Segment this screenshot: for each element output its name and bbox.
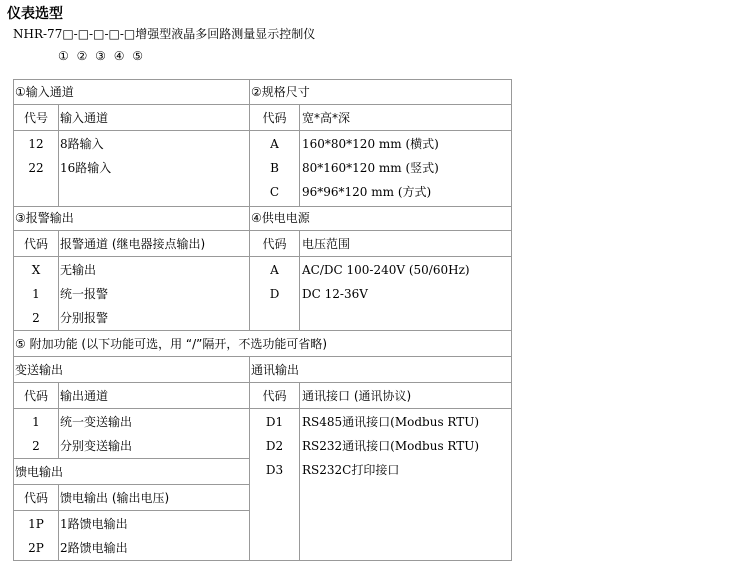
row-code: 22 — [28, 161, 44, 175]
row-divider — [13, 256, 512, 257]
row-code: 2 — [32, 439, 40, 453]
row-desc: 16路输入 — [60, 161, 112, 175]
row-desc: 无输出 — [60, 263, 97, 277]
row-code: A — [270, 137, 279, 151]
row-code: X — [31, 263, 41, 277]
row-code: 1 — [32, 415, 40, 429]
row-desc: 96*96*120 mm (方式) — [302, 185, 432, 199]
header-desc: 报警通道 (继电器接点输出) — [60, 237, 206, 251]
row-desc: 160*80*120 mm (横式) — [302, 137, 439, 151]
row-code: 2 — [32, 311, 40, 325]
column-divider — [58, 382, 59, 458]
section-title-input: ①输入通道 — [15, 85, 74, 99]
header-code: 代码 — [262, 111, 287, 125]
row-desc: 1路馈电输出 — [60, 517, 128, 531]
row-divider — [13, 330, 512, 331]
column-divider — [249, 356, 250, 561]
row-divider — [13, 130, 512, 131]
column-divider — [58, 230, 59, 330]
row-desc: 2路馈电输出 — [60, 541, 128, 555]
row-desc: 80*160*120 mm (竖式) — [302, 161, 439, 175]
column-divider — [299, 230, 300, 330]
row-divider — [13, 356, 512, 357]
column-divider — [299, 382, 300, 561]
header-code: 代号 — [23, 111, 48, 125]
header-desc: 通讯接口 (通讯协议) — [302, 389, 412, 403]
model-code-line: NHR-77□-□-□-□-□增强型液晶多回路测量显示控制仪 — [13, 27, 316, 41]
row-code: D — [269, 287, 280, 301]
row-divider — [13, 510, 249, 511]
row-code: D3 — [265, 463, 284, 477]
header-code: 代码 — [23, 237, 48, 251]
section-title-extra: ⑤ 附加功能 (以下功能可选，用 “/”隔开，不选功能可省略) — [15, 337, 328, 351]
header-code: 代码 — [262, 389, 287, 403]
position-markers: ① ② ③ ④ ⑤ — [58, 49, 146, 63]
row-divider — [13, 230, 512, 231]
row-code: 2P — [28, 541, 44, 555]
section-title-transmit: 变送输出 — [15, 363, 64, 377]
row-divider — [13, 408, 512, 409]
row-divider — [13, 484, 249, 485]
page-title: 仪表选型 — [7, 6, 63, 22]
row-desc: 分别报警 — [60, 311, 109, 325]
section-title-alarm: ③报警输出 — [15, 211, 74, 225]
header-desc: 输入通道 — [60, 111, 109, 125]
column-divider — [58, 484, 59, 561]
header-code: 代码 — [23, 389, 48, 403]
row-code: C — [269, 185, 280, 199]
section-title-comm: 通讯输出 — [251, 363, 300, 377]
row-desc: AC/DC 100-240V (50/60Hz) — [302, 263, 470, 277]
row-desc: 统一报警 — [60, 287, 109, 301]
row-code: A — [270, 263, 279, 277]
header-desc: 馈电输出 (输出电压) — [60, 491, 170, 505]
header-desc: 电压范围 — [302, 237, 351, 251]
section-title-size: ②规格尺寸 — [251, 85, 310, 99]
header-code: 代码 — [262, 237, 287, 251]
header-code: 代码 — [23, 491, 48, 505]
row-desc: RS232C打印接口 — [302, 463, 400, 477]
header-desc: 输出通道 — [60, 389, 109, 403]
header-desc: 宽*高*深 — [302, 111, 351, 125]
section-title-power: ④供电电源 — [251, 211, 310, 225]
column-divider — [58, 104, 59, 206]
row-divider — [13, 382, 512, 383]
row-desc: RS232通讯接口(Modbus RTU) — [302, 439, 480, 453]
column-divider — [299, 104, 300, 206]
row-code: D1 — [265, 415, 284, 429]
row-divider — [13, 458, 249, 459]
row-code: B — [270, 161, 279, 175]
row-code: 1P — [28, 517, 44, 531]
row-desc: 统一变送输出 — [60, 415, 133, 429]
row-desc: 分别变送输出 — [60, 439, 133, 453]
row-code: D2 — [265, 439, 284, 453]
row-divider — [13, 206, 512, 207]
row-desc: RS485通讯接口(Modbus RTU) — [302, 415, 480, 429]
section-title-feed: 馈电输出 — [15, 465, 64, 479]
row-desc: DC 12-36V — [302, 287, 368, 301]
row-code: 12 — [28, 137, 44, 151]
row-code: 1 — [32, 287, 40, 301]
row-divider — [13, 104, 512, 105]
row-desc: 8路输入 — [60, 137, 104, 151]
